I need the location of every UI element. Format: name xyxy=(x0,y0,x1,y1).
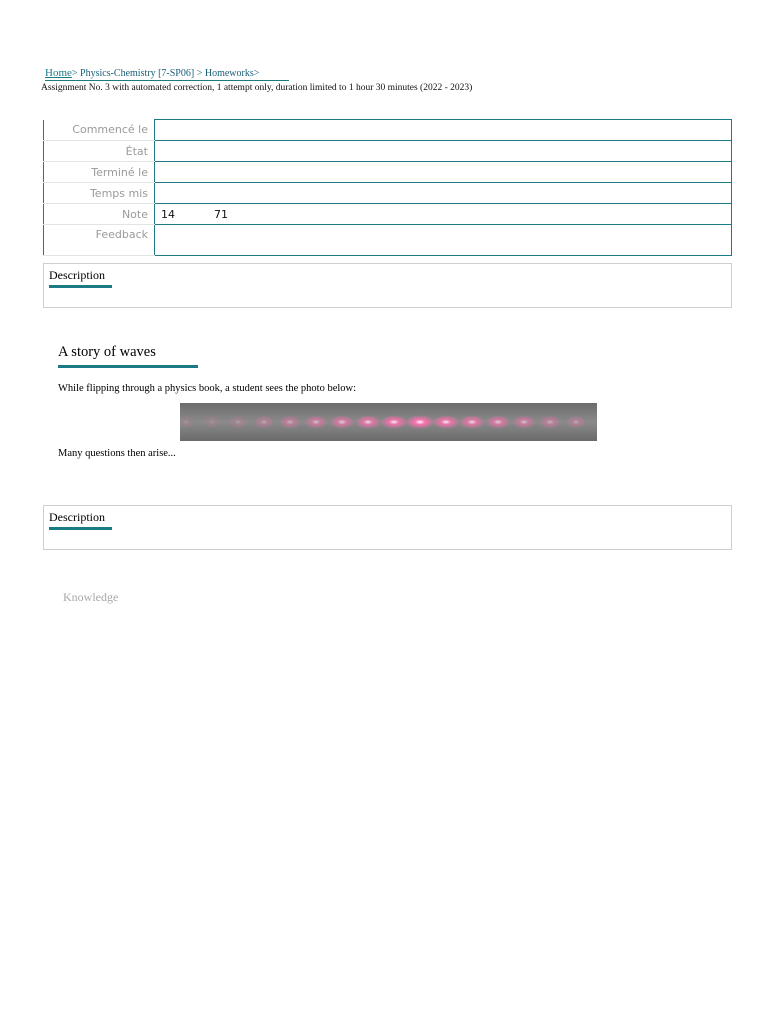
summary-row-feedback xyxy=(44,225,732,256)
description-heading xyxy=(49,268,112,288)
diffraction-spot xyxy=(566,415,587,429)
grade-score: 14 xyxy=(161,207,175,221)
grade-total: 71 xyxy=(214,207,228,221)
diffraction-spot xyxy=(228,415,248,429)
outro-text: Many questions then arise... xyxy=(58,448,176,459)
diffraction-spot xyxy=(355,415,382,429)
description-underline xyxy=(49,285,112,288)
time-label: Temps mis xyxy=(44,183,155,204)
breadcrumb-separator: > xyxy=(194,68,205,79)
feedback-value xyxy=(155,225,732,256)
breadcrumb-separator: > xyxy=(71,68,78,79)
summary-row-finished xyxy=(44,162,732,183)
summary-row-grade xyxy=(44,204,732,225)
diffraction-spot xyxy=(432,415,461,429)
diffraction-pattern-image xyxy=(180,403,597,441)
description-title-2: Description xyxy=(49,510,105,524)
breadcrumb xyxy=(45,67,289,81)
diffraction-spot xyxy=(203,415,221,429)
description-heading-2 xyxy=(49,510,112,530)
diffraction-spot xyxy=(485,415,511,429)
finished-value xyxy=(155,162,732,183)
breadcrumb-course-link[interactable]: Physics-Chemistry [7-SP06] xyxy=(80,68,195,79)
section-underline xyxy=(58,365,198,368)
summary-row-state xyxy=(44,141,732,162)
attempt-summary-table xyxy=(43,119,732,256)
diffraction-spot xyxy=(405,415,435,429)
intro-text: While flipping through a physics book, a student sees the photo below: xyxy=(58,383,357,394)
section-title: A story of waves xyxy=(58,344,156,360)
state-value xyxy=(155,141,732,162)
diffraction-spot xyxy=(539,415,562,429)
grade-label: Note xyxy=(44,204,155,225)
breadcrumb-home-link[interactable]: Home xyxy=(45,67,72,79)
description-title: Description xyxy=(49,268,105,282)
summary-row-time xyxy=(44,183,732,204)
state-label: État xyxy=(44,141,155,162)
diffraction-spot xyxy=(254,415,275,429)
diffraction-pattern-svg xyxy=(180,403,597,441)
diffraction-spot xyxy=(329,415,355,429)
grade-value xyxy=(155,204,732,225)
description-underline-2 xyxy=(49,527,112,530)
diffraction-spot xyxy=(459,415,486,429)
description-panel-2 xyxy=(43,505,732,550)
knowledge-link[interactable]: Knowledge xyxy=(63,590,119,604)
diffraction-spot xyxy=(279,415,302,429)
summary-row-started xyxy=(44,120,732,141)
breadcrumb-homeworks-link[interactable]: Homeworks xyxy=(204,68,254,79)
breadcrumb-separator: > xyxy=(253,68,260,79)
started-value xyxy=(155,120,732,141)
started-label: Commencé le xyxy=(44,120,155,141)
diffraction-spot xyxy=(304,415,328,429)
description-panel xyxy=(43,263,732,308)
section-heading xyxy=(58,344,198,368)
time-value xyxy=(155,183,732,204)
diffraction-spot xyxy=(512,415,536,429)
diffraction-spot xyxy=(380,415,409,429)
feedback-label: Feedback xyxy=(44,225,155,256)
finished-label: Terminé le xyxy=(44,162,155,183)
assignment-info: Assignment No. 3 with automated correction, 1 attempt only, duration limited to 1 hour 30 minutes (2022 - 2023) xyxy=(41,83,473,93)
